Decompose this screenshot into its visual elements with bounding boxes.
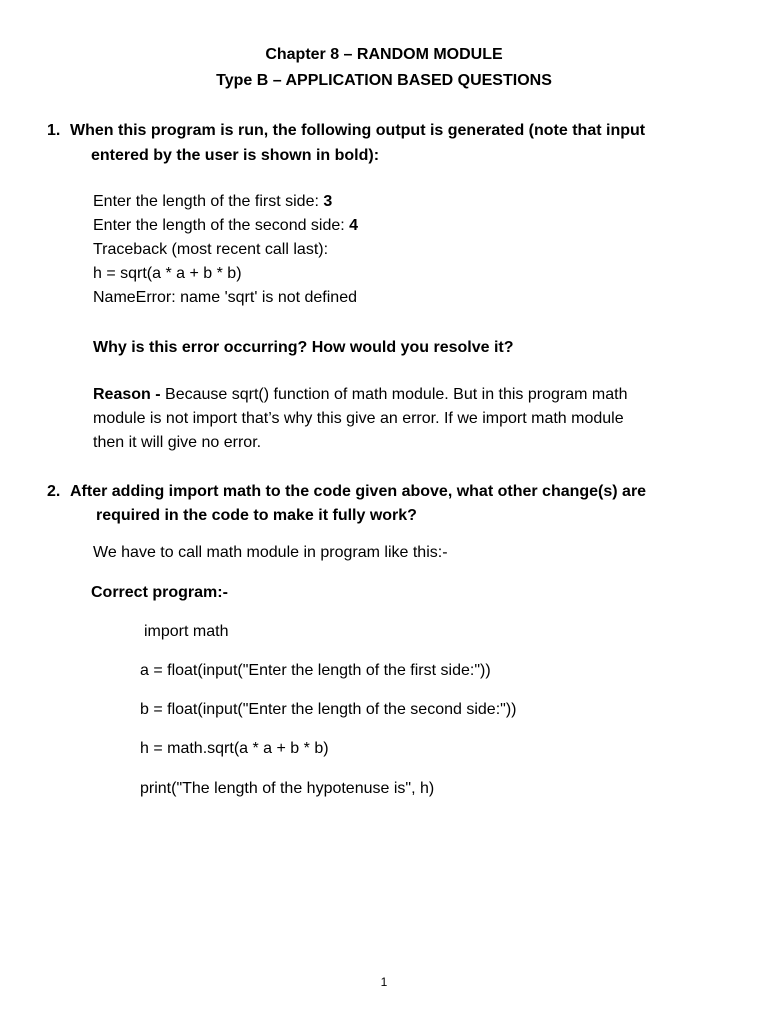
q1-output-line-5: NameError: name 'sqrt' is not defined [93, 289, 357, 306]
q1-reason-line2: module is not import that’s why this give an error. If we import math module [93, 410, 624, 427]
q1-output-line-2: Enter the length of the second side: 4 [93, 217, 359, 234]
code-line-4: h = math.sqrt(a * a + b * b) [140, 740, 329, 757]
code-line-1: import math [144, 623, 229, 640]
correct-program-label: Correct program:- [91, 584, 228, 601]
q1-why-question: Why is this error occurring? How would you resolve it? [93, 339, 514, 356]
q2-answer: We have to call math module in program like this:- [93, 544, 448, 561]
chapter-title: Chapter 8 – RANDOM MODULE [265, 46, 503, 63]
q1-reason-line1: Reason - Because sqrt() function of math module. But in this program math [93, 386, 628, 403]
q1-output-line-4: h = sqrt(a * a + b * b) [93, 265, 242, 282]
q1-output-line-3: Traceback (most recent call last): [93, 241, 329, 258]
q1-output-line-1: Enter the length of the first side: 3 [93, 193, 333, 210]
q2-number: 2. [47, 483, 61, 500]
code-line-2: a = float(input("Enter the length of the first side:")) [140, 662, 491, 679]
code-line-3: b = float(input("Enter the length of the second side:")) [140, 701, 517, 718]
q2-question-line2: required in the code to make it fully work? [96, 507, 417, 524]
q1-number: 1. [47, 122, 61, 139]
code-line-5: print("The length of the hypotenuse is", h) [140, 780, 435, 797]
page-number: 1 [380, 975, 388, 989]
q1-reason-line3: then it will give no error. [93, 434, 262, 451]
reason-label: Reason - [93, 386, 161, 403]
q2-question-line1: After adding import math to the code given above, what other change(s) are [70, 483, 647, 500]
type-title: Type B – APPLICATION BASED QUESTIONS [216, 72, 552, 89]
q1-question-line2: entered by the user is shown in bold): [91, 147, 380, 164]
q1-question-line1: When this program is run, the following output is generated (note that input [70, 122, 646, 139]
